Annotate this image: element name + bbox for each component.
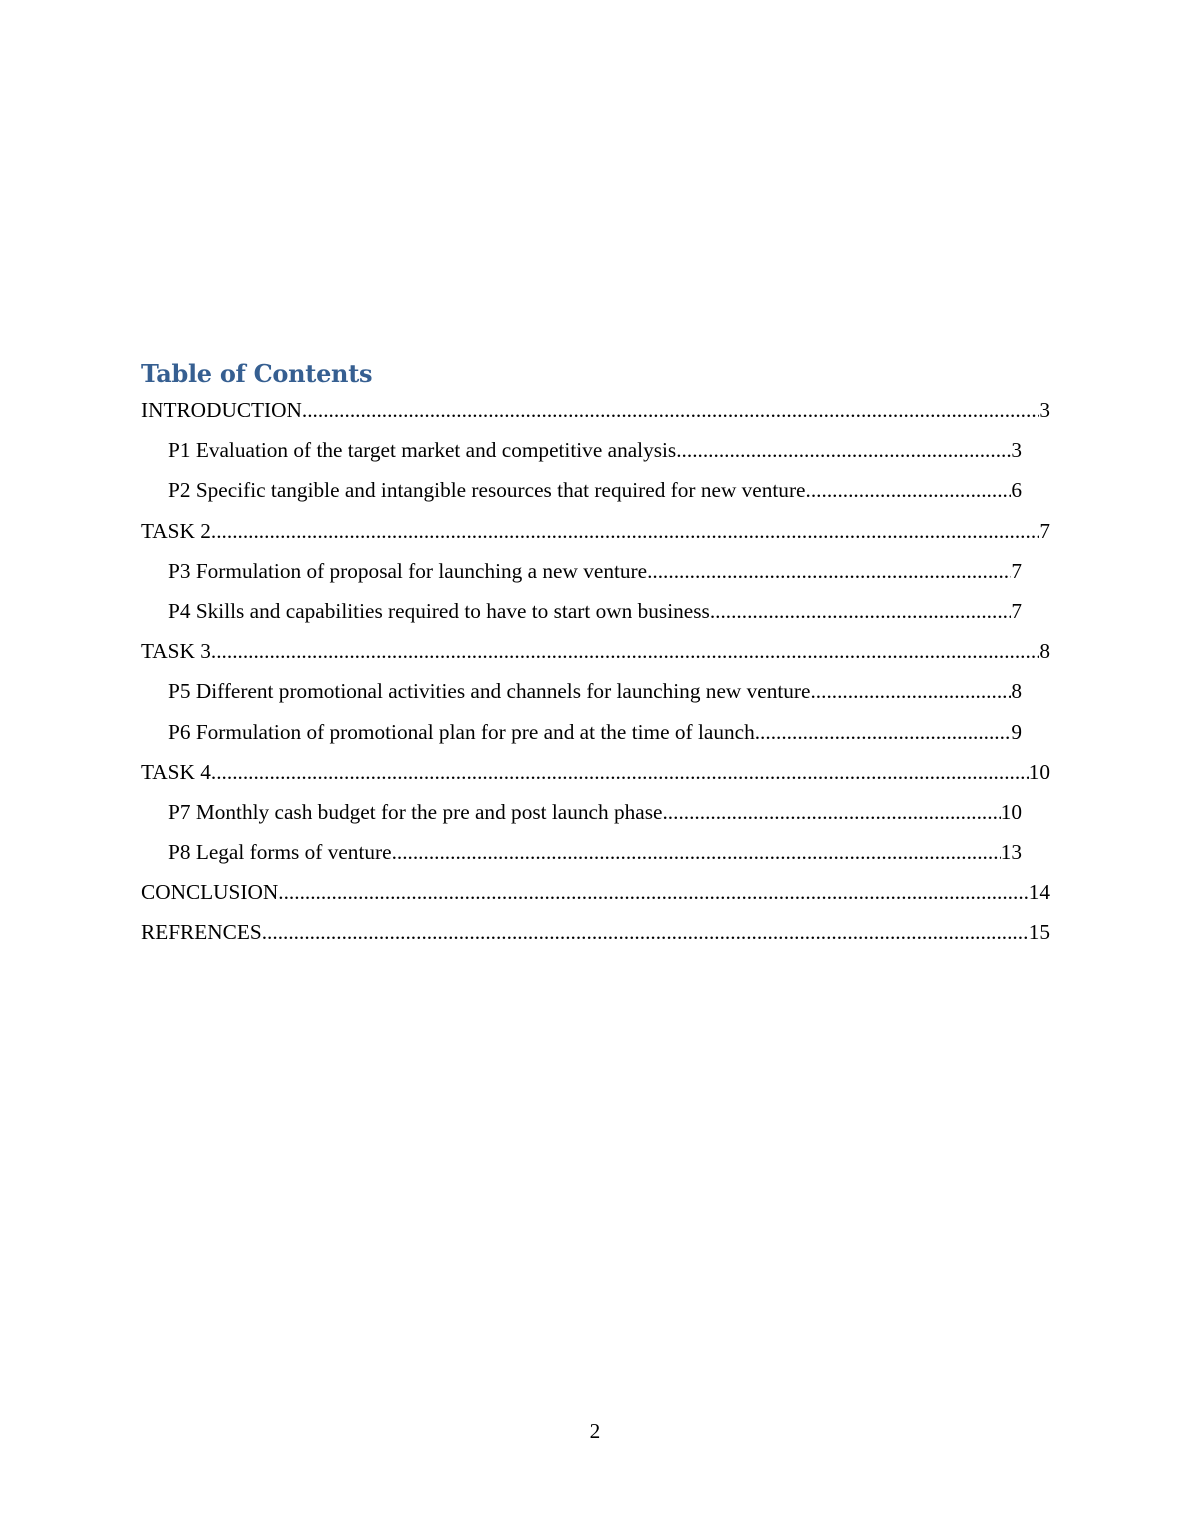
dot-leader [676,434,1011,466]
toc-entry-page: 13 [1000,840,1022,865]
toc-entry-page: 7 [1011,558,1022,583]
toc-entry-references[interactable] [141,916,1050,956]
dot-leader [710,595,1012,627]
dot-leader [211,635,1039,667]
toc-entry-label: P4 Skills and capabilities required to have to start own business [168,598,710,623]
toc-entry-page: 3 [1011,438,1022,463]
toc-entry-page: 7 [1011,598,1022,623]
toc-entry-p8[interactable] [141,836,1022,876]
toc-entry-p1[interactable] [141,434,1022,474]
toc-entry-p7[interactable] [141,796,1022,836]
toc-entry-page: 3 [1039,398,1050,422]
toc-title: Table of Contents [141,359,373,388]
toc-entry-task-4[interactable] [141,756,1050,796]
toc-entry-page: 6 [1011,478,1022,503]
dot-leader [211,756,1029,788]
dot-leader [262,916,1029,948]
dot-leader [810,675,1011,707]
toc-entry-page: 10 [1000,799,1022,824]
toc-entry-label: P1 Evaluation of the target market and competitive analysis [168,438,677,463]
toc-entry-label: TASK 2 [141,518,211,543]
toc-entry-page: 7 [1039,518,1050,543]
toc-entry-label: P8 Legal forms of venture [168,840,392,865]
toc-entry-page: 8 [1039,639,1050,664]
toc-entry-label: TASK 4 [141,759,211,784]
toc-entry-page: 15 [1028,920,1050,945]
toc-entry-conclusion[interactable] [141,876,1050,916]
toc-entry-label: CONCLUSION [141,880,279,905]
toc-entry-label: P5 Different promotional activities and channels for launching new venture [168,679,811,704]
table-of-contents [141,394,1050,957]
dot-leader [662,796,1000,828]
dot-leader [806,474,1012,506]
toc-entry-introduction[interactable] [141,394,1050,434]
toc-entry-p4[interactable] [141,595,1022,635]
toc-entry-label: P7 Monthly cash budget for the pre and post launch phase [168,799,663,824]
toc-entry-page: 9 [1011,719,1022,744]
page-number: 2 [589,1419,601,1443]
toc-entry-label: P3 Formulation of proposal for launching a new venture [168,558,648,583]
dot-leader [392,836,1001,868]
toc-entry-label: INTRODUCTION [141,398,302,422]
toc-entry-task-2[interactable] [141,515,1050,555]
toc-entry-p6[interactable] [141,716,1022,756]
toc-entry-page: 14 [1028,880,1050,905]
toc-entry-page: 10 [1028,759,1050,784]
dot-leader [211,515,1039,547]
toc-entry-task-3[interactable] [141,635,1050,675]
toc-entry-p2[interactable] [141,474,1022,514]
dot-leader [302,394,1039,426]
toc-entry-page: 8 [1011,679,1022,704]
toc-entry-p5[interactable] [141,675,1022,715]
toc-entry-label: TASK 3 [141,639,211,664]
toc-entry-p3[interactable] [141,555,1022,595]
toc-entry-label: P2 Specific tangible and intangible resources that required for new venture [168,478,806,503]
toc-entry-label: P6 Formulation of promotional plan for pre and at the time of launch [168,719,755,744]
dot-leader [278,876,1028,908]
dot-leader [755,716,1012,748]
dot-leader [647,555,1011,587]
toc-entry-label: REFRENCES [141,920,262,945]
